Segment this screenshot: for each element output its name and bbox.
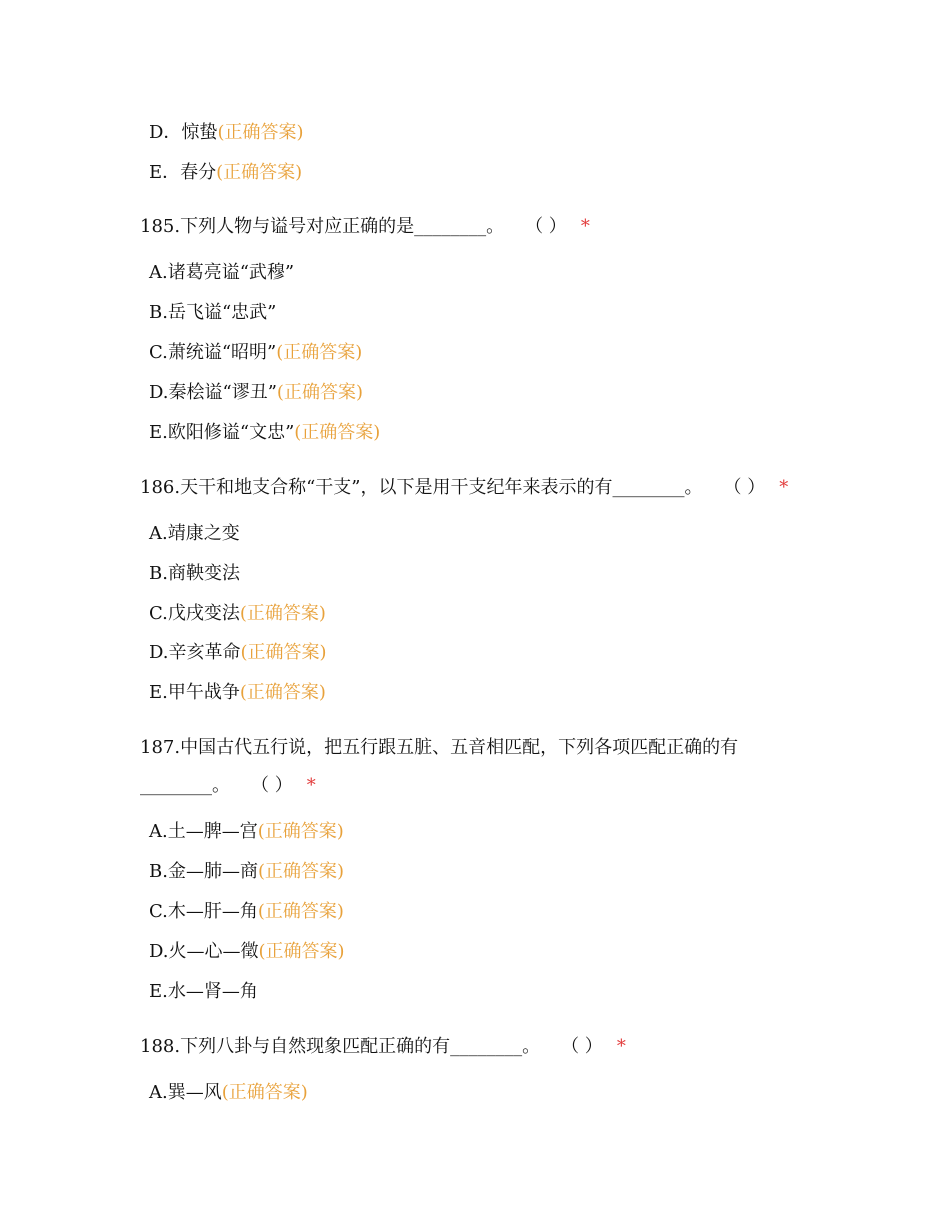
option-187-c[interactable]	[149, 900, 344, 924]
option-text: E．春分	[149, 162, 217, 183]
correct-answer-tag: (正确答案)	[257, 901, 344, 922]
option-185-d[interactable]	[149, 381, 363, 405]
required-marker: *	[580, 216, 590, 237]
option-text: E.甲午战争	[149, 682, 240, 703]
option-prev-e[interactable]	[149, 161, 302, 185]
option-text: D．惊蛰	[149, 122, 218, 143]
correct-answer-tag: (正确答案)	[257, 861, 344, 882]
option-text: B.金—肺—商	[149, 861, 258, 882]
required-marker: *	[616, 1036, 626, 1057]
option-187-a[interactable]	[149, 820, 344, 844]
option-text: C.戊戌变法	[149, 603, 240, 624]
option-187-d[interactable]	[149, 940, 345, 964]
question-text-continued: ________。	[140, 775, 230, 796]
option-185-b[interactable]	[149, 301, 276, 325]
option-185-e[interactable]	[149, 421, 380, 445]
answer-paren: （ ）	[534, 216, 567, 237]
correct-answer-tag: (正确答案)	[239, 603, 326, 624]
option-186-e[interactable]	[149, 681, 326, 705]
option-187-e[interactable]	[149, 980, 258, 1004]
option-text: A.土—脾—宫	[149, 821, 258, 842]
option-text: E.欧阳修谥“文忠”	[149, 422, 295, 443]
option-186-b[interactable]	[149, 562, 240, 586]
option-186-c[interactable]	[149, 602, 326, 626]
option-text: A.诸葛亮谥“武穆”	[149, 262, 295, 283]
option-text: C.萧统谥“昭明”	[149, 342, 277, 363]
option-187-b[interactable]	[149, 860, 344, 884]
correct-answer-tag: (正确答案)	[216, 162, 303, 183]
answer-paren: （ ）	[732, 477, 766, 498]
question-text: 186.天干和地支合称“干支”，以下是用干支纪年来表示的有________。	[140, 477, 703, 498]
correct-answer-tag: (正确答案)	[294, 422, 381, 443]
option-text: C.木—肝—角	[149, 901, 258, 922]
correct-answer-tag: (正确答案)	[221, 1082, 308, 1103]
required-marker: *	[306, 775, 316, 796]
question-187-stem	[140, 736, 738, 760]
question-text: 187.中国古代五行说，把五行跟五脏、五音相匹配，下列各项匹配正确的有	[140, 737, 739, 758]
option-188-a[interactable]	[149, 1081, 308, 1105]
question-188-stem	[140, 1035, 626, 1059]
question-187-stem-continued	[140, 774, 316, 798]
option-text: B.岳飞谥“忠武”	[149, 302, 277, 323]
option-text: A.巽—风	[149, 1082, 222, 1103]
option-text: D.秦桧谥“谬丑”	[149, 382, 277, 403]
option-185-c[interactable]	[149, 341, 362, 365]
question-text: 188.下列八卦与自然现象匹配正确的有________。	[140, 1036, 541, 1057]
option-186-a[interactable]	[149, 522, 240, 546]
option-prev-d[interactable]	[149, 121, 303, 145]
correct-answer-tag: (正确答案)	[239, 682, 326, 703]
required-marker: *	[779, 477, 789, 498]
correct-answer-tag: (正确答案)	[257, 821, 344, 842]
option-text: D.辛亥革命	[149, 642, 241, 663]
question-185-stem	[140, 215, 590, 239]
option-text: A.靖康之变	[149, 523, 240, 544]
question-186-stem	[140, 476, 788, 500]
correct-answer-tag: (正确答案)	[276, 342, 363, 363]
question-text: 185.下列人物与谥号对应正确的是________。	[140, 216, 505, 237]
correct-answer-tag: (正确答案)	[217, 122, 304, 143]
correct-answer-tag: (正确答案)	[240, 642, 327, 663]
answer-paren: （ ）	[260, 775, 293, 796]
correct-answer-tag: (正确答案)	[276, 382, 363, 403]
option-text: E.水—肾—角	[149, 981, 258, 1002]
correct-answer-tag: (正确答案)	[258, 941, 345, 962]
option-185-a[interactable]	[149, 261, 294, 285]
option-text: D.火—心—徵	[149, 941, 259, 962]
option-186-d[interactable]	[149, 641, 327, 665]
answer-paren: （ ）	[570, 1036, 603, 1057]
option-text: B.商鞅变法	[149, 563, 240, 584]
